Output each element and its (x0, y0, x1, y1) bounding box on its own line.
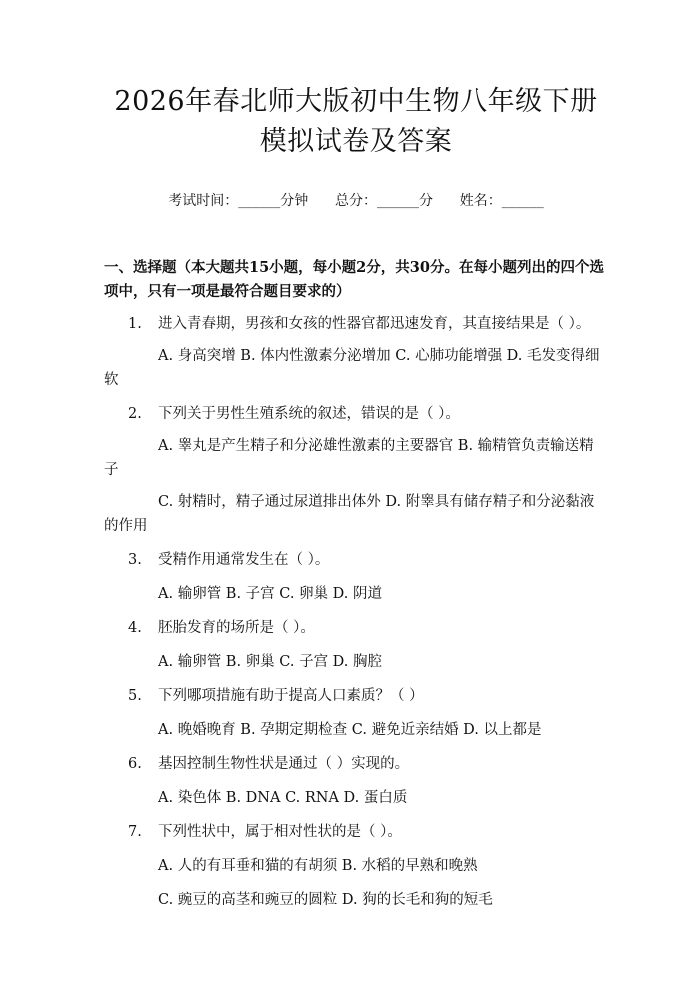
question-stem: 下列性状中，属于相对性状的是（ ）。 (158, 824, 402, 840)
question-1 (104, 312, 608, 392)
question-number: 2. (128, 406, 142, 422)
question-options: A. 输卵管 B. 卵巢 C. 子宫 D. 胸腔 (158, 654, 383, 670)
question-6 (104, 752, 608, 810)
exam-meta (104, 190, 608, 210)
question-list (104, 312, 608, 912)
question-stem: 下列关于男性生殖系统的叙述，错误的是（ ）。 (158, 406, 460, 422)
question-number: 3. (128, 552, 142, 568)
question-number: 4. (128, 620, 142, 636)
question-options: A. 染色体 B. DNA C. RNA D. 蛋白质 (158, 790, 408, 806)
question-options: A. 人的有耳垂和猫的有胡须 B. 水稻的早熟和晚熟 (158, 858, 478, 874)
question-3 (104, 548, 608, 606)
question-options: C. 射精时，精子通过尿道排出体外 D. 附睾具有储存精子和分泌黏液的作用 (104, 494, 595, 534)
question-7 (104, 820, 608, 912)
total-score-label: 总分：______分 (335, 193, 433, 209)
question-options: A. 睾丸是产生精子和分泌雄性激素的主要器官 B. 输精管负责输送精子 (104, 438, 594, 478)
question-options: A. 晚婚晚育 B. 孕期定期检查 C. 避免近亲结婚 D. 以上都是 (158, 722, 542, 738)
question-options: C. 豌豆的高茎和豌豆的圆粒 D. 狗的长毛和狗的短毛 (158, 892, 493, 908)
question-4 (104, 616, 608, 674)
exam-time-label: 考试时间：______分钟 (168, 193, 309, 209)
question-number: 6. (128, 756, 142, 772)
question-number: 7. (128, 824, 142, 840)
student-name-label: 姓名：______ (459, 193, 544, 209)
question-options: A. 输卵管 B. 子宫 C. 卵巢 D. 阴道 (158, 586, 383, 602)
question-5 (104, 684, 608, 742)
question-options: A. 身高突增 B. 体内性激素分泌增加 C. 心肺功能增强 D. 毛发变得细软 (104, 348, 600, 388)
question-stem: 受精作用通常发生在（ ）。 (158, 552, 330, 568)
question-2 (104, 402, 608, 538)
question-stem: 胚胎发育的场所是（ ）。 (158, 620, 315, 636)
question-number: 1. (128, 316, 142, 332)
question-number: 5. (128, 688, 142, 704)
question-stem: 进入青春期，男孩和女孩的性器官都迅速发育，其直接结果是（ ）。 (158, 316, 591, 332)
exam-title: 2026年春北师大版初中生物八年级下册模拟试卷及答案 (114, 86, 598, 157)
question-stem: 下列哪项措施有助于提高人口素质？（ ） (158, 688, 424, 704)
section-heading-choice: 一、选择题（本大题共15小题，每小题2分，共30分。在每小题列出的四个选项中，只有一项是最符合题目要求的） (104, 259, 604, 300)
question-stem: 基因控制生物性状是通过（ ）实现的。 (158, 756, 410, 772)
exam-page (0, 82, 700, 987)
